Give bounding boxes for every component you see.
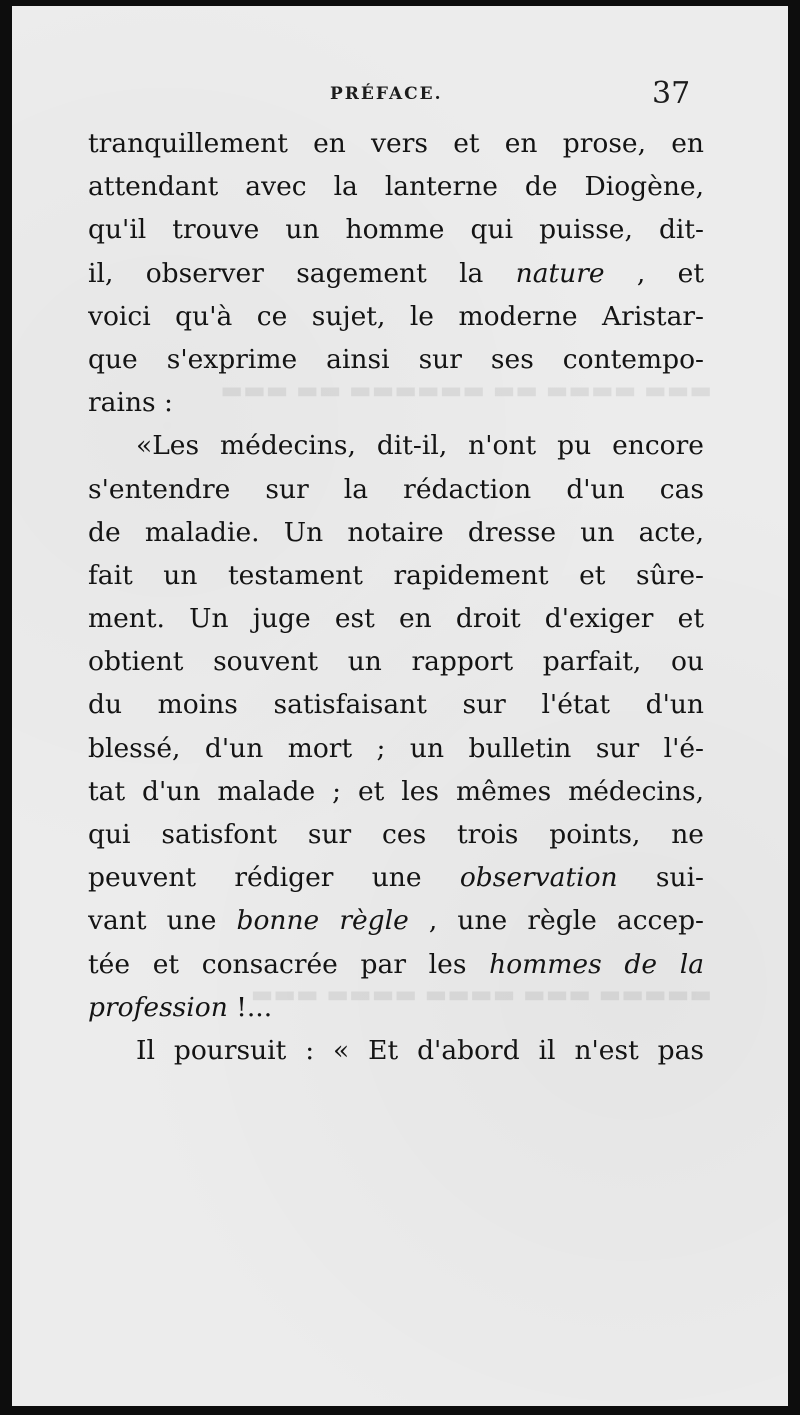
italic-text: observation — [459, 862, 618, 894]
text-line — [88, 295, 704, 338]
text-segment: «Les médecins, dit-il, n'ont pu encore — [136, 430, 704, 462]
text-segment: que s'exprime ainsi sur ses contempo- — [88, 343, 704, 375]
text-line — [88, 943, 704, 986]
text-segment: tat d'un malade ; et les mêmes médecins, — [88, 775, 704, 807]
text-segment: s'entendre sur la rédaction d'un cas — [88, 473, 704, 505]
show-through-ink: ▬▬▬ ▬▬▬▬ ▬▬ ▬▬▬▬▬▬ ▬▬ ▬▬▬ — [220, 376, 712, 404]
text-line — [88, 770, 704, 813]
text-segment: fait un testament rapidement et sûre- — [88, 559, 704, 591]
text-segment: !... — [227, 991, 273, 1023]
page-number: 37 — [652, 76, 691, 111]
text-segment: il, observer sagement la — [88, 257, 516, 289]
text-line — [88, 986, 704, 1029]
text-line — [88, 640, 704, 683]
text-segment: tée et consacrée par les — [88, 948, 490, 980]
text-line — [88, 511, 704, 554]
text-segment: , une règle accep- — [408, 905, 704, 937]
italic-text: nature — [515, 257, 605, 289]
text-line — [88, 381, 704, 424]
text-segment: peuvent rédiger une — [88, 862, 460, 894]
running-title: PRÉFACE. — [330, 84, 443, 104]
show-through-ink: ▬▬▬▬▬ ▬▬▬ ▬▬▬▬ ▬▬▬▬ ▬▬▬ — [250, 980, 712, 1008]
text-segment: rains : — [88, 387, 173, 419]
text-line — [88, 122, 704, 165]
text-segment: tranquillement en vers et en prose, en — [88, 128, 704, 159]
text-line — [88, 899, 704, 942]
text-segment: obtient souvent un rapport parfait, ou — [88, 646, 704, 678]
text-line — [88, 424, 704, 467]
text-segment: du moins satisfaisant sur l'état d'un — [88, 689, 704, 721]
text-line — [88, 252, 704, 295]
text-line — [88, 856, 704, 899]
text-segment: voici qu'à ce sujet, le moderne Aristar- — [88, 300, 704, 332]
text-segment: , et — [604, 257, 704, 289]
body-text — [88, 122, 704, 1072]
text-segment: Il poursuit : « Et d'abord il n'est pas — [136, 1034, 704, 1066]
text-segment: vant une — [88, 905, 237, 937]
text-line — [88, 468, 704, 511]
text-segment: ment. Un juge est en droit d'exiger et — [88, 603, 704, 635]
text-segment: attendant avec la lanterne de Diogène, — [88, 171, 704, 203]
text-line — [88, 683, 704, 726]
text-line — [88, 1029, 704, 1072]
text-line — [88, 165, 704, 208]
text-line — [88, 208, 704, 251]
text-line — [88, 727, 704, 770]
italic-text: bonne règle — [236, 905, 409, 937]
book-page — [12, 6, 788, 1406]
text-line — [88, 813, 704, 856]
text-segment: qu'il trouve un homme qui puisse, dit- — [88, 214, 704, 246]
italic-text: hommes de la — [489, 948, 704, 980]
text-segment: de maladie. Un notaire dresse un acte, — [88, 516, 704, 548]
italic-text: profession — [88, 991, 228, 1023]
text-line — [88, 554, 704, 597]
page-header — [12, 78, 788, 118]
text-segment: sui- — [617, 862, 704, 894]
text-line — [88, 597, 704, 640]
text-segment: qui satisfont sur ces trois points, ne — [88, 819, 704, 850]
text-segment: blessé, d'un mort ; un bulletin sur l'é- — [88, 732, 704, 764]
text-line — [88, 338, 704, 381]
